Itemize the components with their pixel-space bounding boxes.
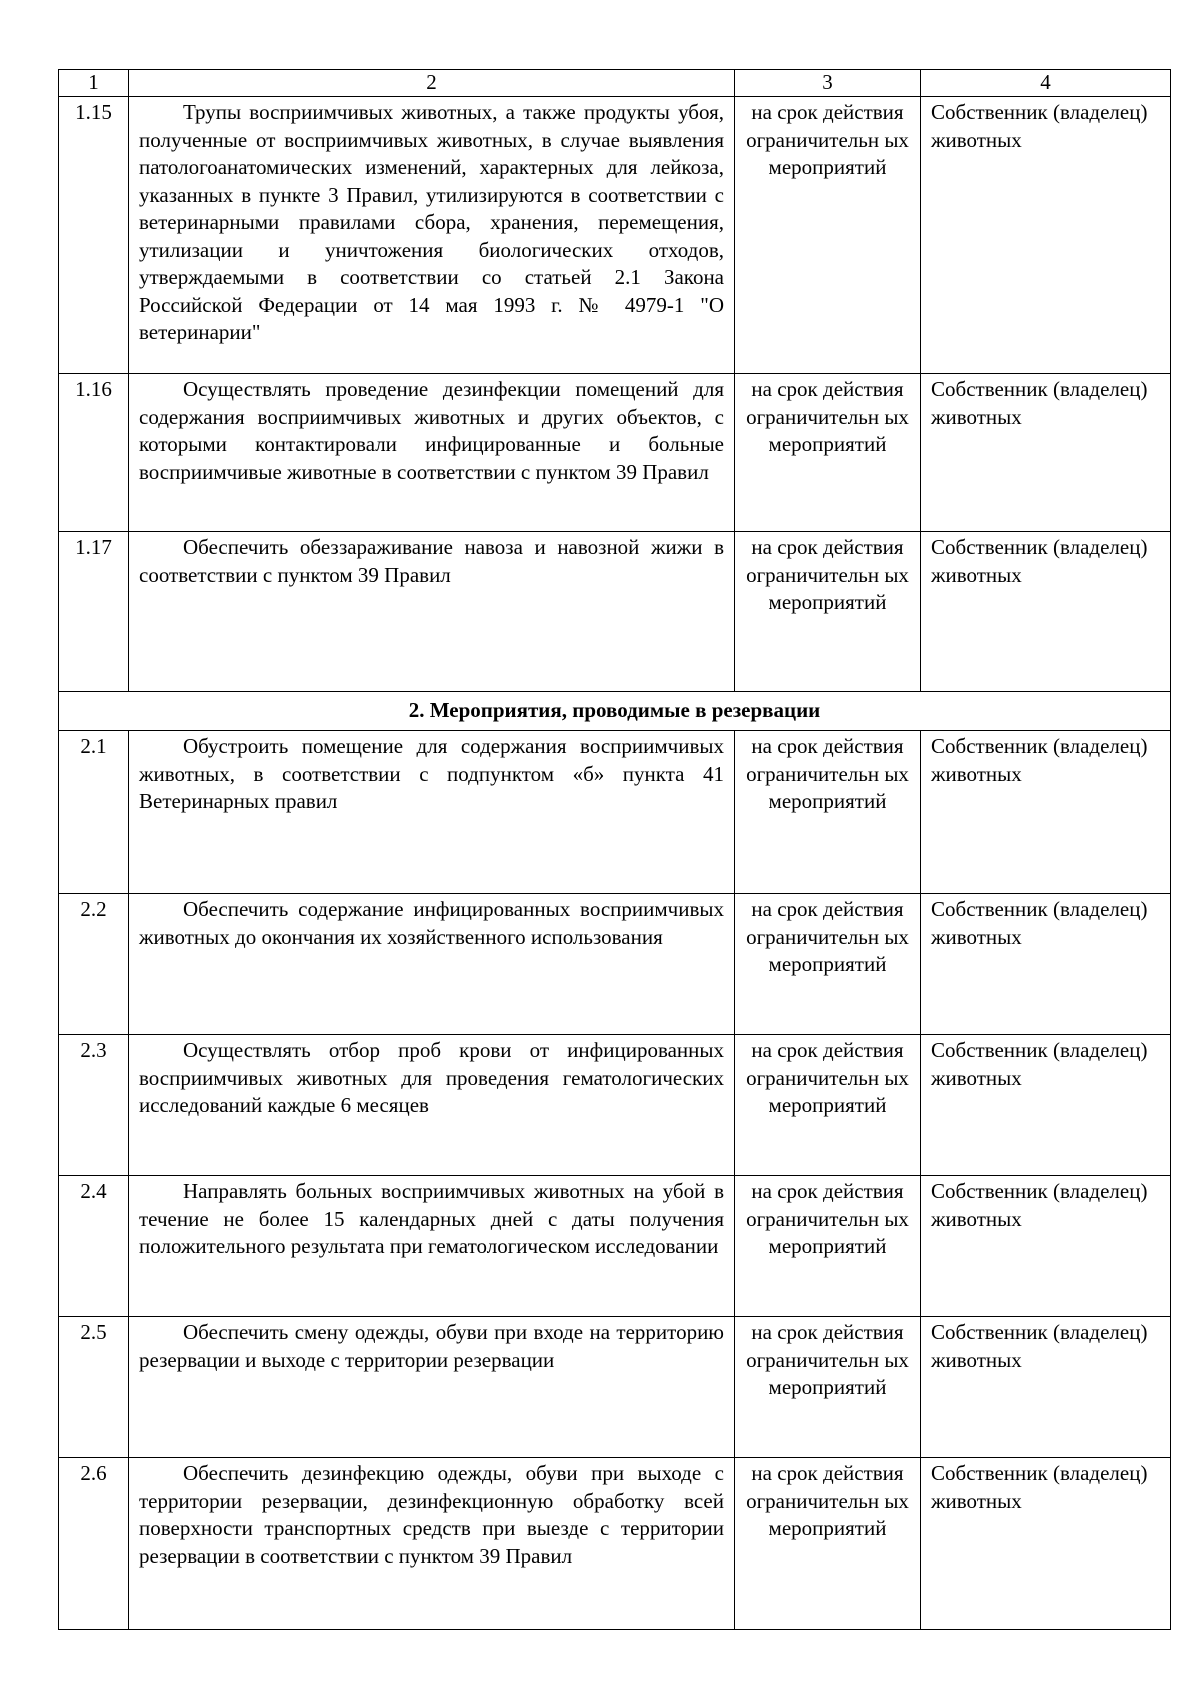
row-responsible: Собственник (владелец) животных (921, 1176, 1171, 1317)
row-measure-text: Направлять больных восприимчивых животных на убой в течение не более 15 календарных дней с даты получения положительного результата при гематологическом исследовании (129, 1176, 735, 1317)
section-heading: 2. Мероприятия, проводимые в резервации (59, 692, 1171, 731)
row-responsible: Собственник (владелец) животных (921, 894, 1171, 1035)
row-responsible: Собственник (владелец) животных (921, 731, 1171, 894)
table-row (59, 1035, 1171, 1176)
row-term: на срок действия ограничительн ых мероприятий (735, 1035, 921, 1176)
row-number: 1.17 (59, 532, 129, 692)
row-number: 2.6 (59, 1458, 129, 1630)
row-measure-text: Осуществлять отбор проб крови от инфицированных восприимчивых животных для проведения гематологических исследований каждые 6 месяцев (129, 1035, 735, 1176)
row-term: на срок действия ограничительн ых мероприятий (735, 1317, 921, 1458)
row-number: 2.1 (59, 731, 129, 894)
row-term: на срок действия ограничительн ых мероприятий (735, 1458, 921, 1630)
row-term: на срок действия ограничительн ых мероприятий (735, 731, 921, 894)
column-number-2: 2 (129, 70, 735, 97)
table-row (59, 97, 1171, 374)
column-numbers-row (59, 70, 1171, 97)
table-row (59, 374, 1171, 532)
table-row (59, 1317, 1171, 1458)
row-term: на срок действия ограничительн ых мероприятий (735, 1176, 921, 1317)
row-responsible: Собственник (владелец) животных (921, 97, 1171, 374)
row-term: на срок действия ограничительн ых мероприятий (735, 894, 921, 1035)
table-row (59, 1176, 1171, 1317)
document-page (58, 69, 1170, 1630)
column-number-3: 3 (735, 70, 921, 97)
row-measure-text: Трупы восприимчивых животных, а также продукты убоя, полученные от восприимчивых животных, в случае выявления патологоанатомических изменений, характерных для лейкоза, указанных в пункте 3 Правил, утилизируются в соответствии с ветеринарными правилами сбора, хранения, перемещения, утилизации и уничтожения биологических отходов, утверждаемыми в соответствии со статьей 2.1 Закона Российской Федерации от 14 мая 1993 г. № 4979-1 "О ветеринарии" (129, 97, 735, 374)
row-term: на срок действия ограничительн ых мероприятий (735, 97, 921, 374)
row-responsible: Собственник (владелец) животных (921, 1458, 1171, 1630)
row-responsible: Собственник (владелец) животных (921, 1035, 1171, 1176)
table-row (59, 731, 1171, 894)
row-measure-text: Обеспечить содержание инфицированных восприимчивых животных до окончания их хозяйственного использования (129, 894, 735, 1035)
section-heading-row (59, 692, 1171, 731)
column-number-1: 1 (59, 70, 129, 97)
row-measure-text: Обеспечить дезинфекцию одежды, обуви при выходе с территории резервации, дезинфекционную обработку всей поверхности транспортных средств при выезде с территории резервации в соответствии с пунктом 39 Правил (129, 1458, 735, 1630)
table-row (59, 532, 1171, 692)
row-responsible: Собственник (владелец) животных (921, 532, 1171, 692)
row-number: 2.4 (59, 1176, 129, 1317)
row-number: 2.2 (59, 894, 129, 1035)
table-row (59, 1458, 1171, 1630)
row-number: 1.15 (59, 97, 129, 374)
row-number: 2.5 (59, 1317, 129, 1458)
row-measure-text: Осуществлять проведение дезинфекции помещений для содержания восприимчивых животных и других объектов, с которыми контактировали инфицированные и больные восприимчивые животные в соответствии с пунктом 39 Правил (129, 374, 735, 532)
row-measure-text: Обеспечить обеззараживание навоза и навозной жижи в соответствии с пунктом 39 Правил (129, 532, 735, 692)
row-number: 1.16 (59, 374, 129, 532)
row-responsible: Собственник (владелец) животных (921, 1317, 1171, 1458)
row-term: на срок действия ограничительн ых мероприятий (735, 532, 921, 692)
row-number: 2.3 (59, 1035, 129, 1176)
row-measure-text: Обеспечить смену одежды, обуви при входе на территорию резервации и выходе с территории резервации (129, 1317, 735, 1458)
row-measure-text: Обустроить помещение для содержания восприимчивых животных, в соответствии с подпунктом «б» пункта 41 Ветеринарных правил (129, 731, 735, 894)
row-responsible: Собственник (владелец) животных (921, 374, 1171, 532)
column-number-4: 4 (921, 70, 1171, 97)
measures-table (58, 69, 1171, 1630)
row-term: на срок действия ограничительн ых мероприятий (735, 374, 921, 532)
table-row (59, 894, 1171, 1035)
